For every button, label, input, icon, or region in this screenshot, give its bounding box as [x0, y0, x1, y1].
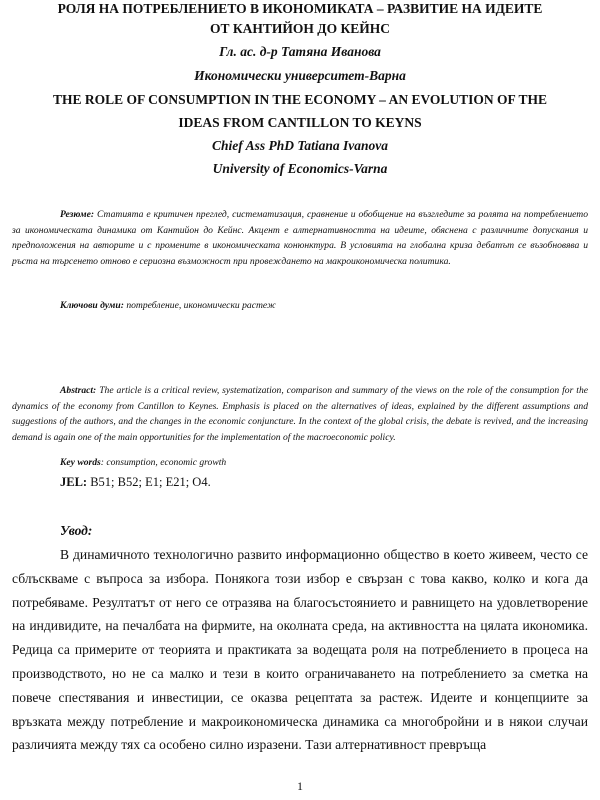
abstract-bg-label: Резюме:	[60, 209, 95, 220]
abstract-bg-text: Статията е критичен преглед, систематизация, сравнение и обобщение на възгледите за ролята на потреблението за икономическата динамика от Кантийон до Кейнс. Акцент е алтернативността на идеите, обяснена с различните допускания и предположения на авторите и с промените в икономическата конюнктура. В условията на глобална криза дебатът се възобновява и ръста на търсенето отново е сериозна възможност при провеждането на макроикономическа политика.	[12, 209, 588, 267]
author-en: Chief Ass PhD Tatiana Ivanova	[211, 138, 389, 153]
abstract-en-label: Abstract:	[60, 385, 97, 396]
title-en-line1: THE ROLE OF CONSUMPTION IN THE ECONOMY – AN EVOLUTION OF THE	[53, 92, 547, 107]
keywords-bg-text: потребление, икономически растеж	[123, 300, 276, 311]
title-bg-line1: РОЛЯ НА ПОТРЕБЛЕНИЕТО В ИКОНОМИКАТА – РАЗВИТИЕ НА ИДЕИТЕ	[57, 1, 543, 16]
keywords-bg-label: Ключови думи:	[60, 300, 124, 311]
title-en-line2: IDEAS FROM CANTILLON TO KEYNS	[178, 115, 422, 130]
abstract-en-text: The article is a critical review, systematization, comparison and summary of the views on the role of the consumption for the dynamics of the economy from Cantillon to Keynes. Emphasis is placed on the alternatives of ideas, explained by the different assumptions and suggestions of the authors, and the changes in the economic conjuncture. In the context of the global crisis, the debate is revived, and the increasing demand is again one of the main opportunities for the implementation of the macroeconomic policy.	[12, 385, 588, 443]
abstract-en	[12, 383, 588, 445]
page-number: 1	[297, 779, 303, 793]
keywords-en-text: : consumption, economic growth	[100, 457, 227, 468]
keywords-en-label: Key words	[60, 457, 101, 468]
jel-text: B51; B52; E1; E21; O4.	[87, 475, 211, 489]
intro-heading: Увод:	[60, 523, 93, 538]
author-bg: Гл. ас. д-р Татяна Иванова	[219, 44, 381, 59]
affiliation-en: University of Economics-Varna	[212, 161, 388, 176]
abstract-bg	[12, 207, 588, 269]
keywords-bg	[60, 300, 276, 311]
jel-label: JEL:	[60, 475, 88, 489]
affiliation-bg: Икономически университет-Варна	[194, 68, 406, 83]
intro-paragraph: В динамичното технологично развито информационно общество в което живеем, често се сблъскваме с въпроса за избора. Понякога този избор е свързан с това какво, колко и кога да потребяваме. Резултатът от него се отразява на благосъстоянието и равнището на удовлетворение на индивидите, на печалбата на фирмите, на околната среда, на активността на цялата икономика. Редица са примерите от теорията и практиката за водещата роля на потреблението в процеса на производството, но не са малко и тези в които ограничаването на потреблението за сметка на повече спестявания и инвестиции, се оказва рецептата за растеж. Идеите и концепциите за връзката между потребление и макроикономическа динамика са многобройни и в някои случаи различията между тях са особено силно изразени. Тази алтернативност превръща	[12, 547, 588, 753]
title-bg-line2: ОТ КАНТИЙОН ДО КЕЙНС	[209, 21, 390, 36]
jel-codes	[60, 475, 211, 490]
keywords-en	[60, 457, 226, 468]
